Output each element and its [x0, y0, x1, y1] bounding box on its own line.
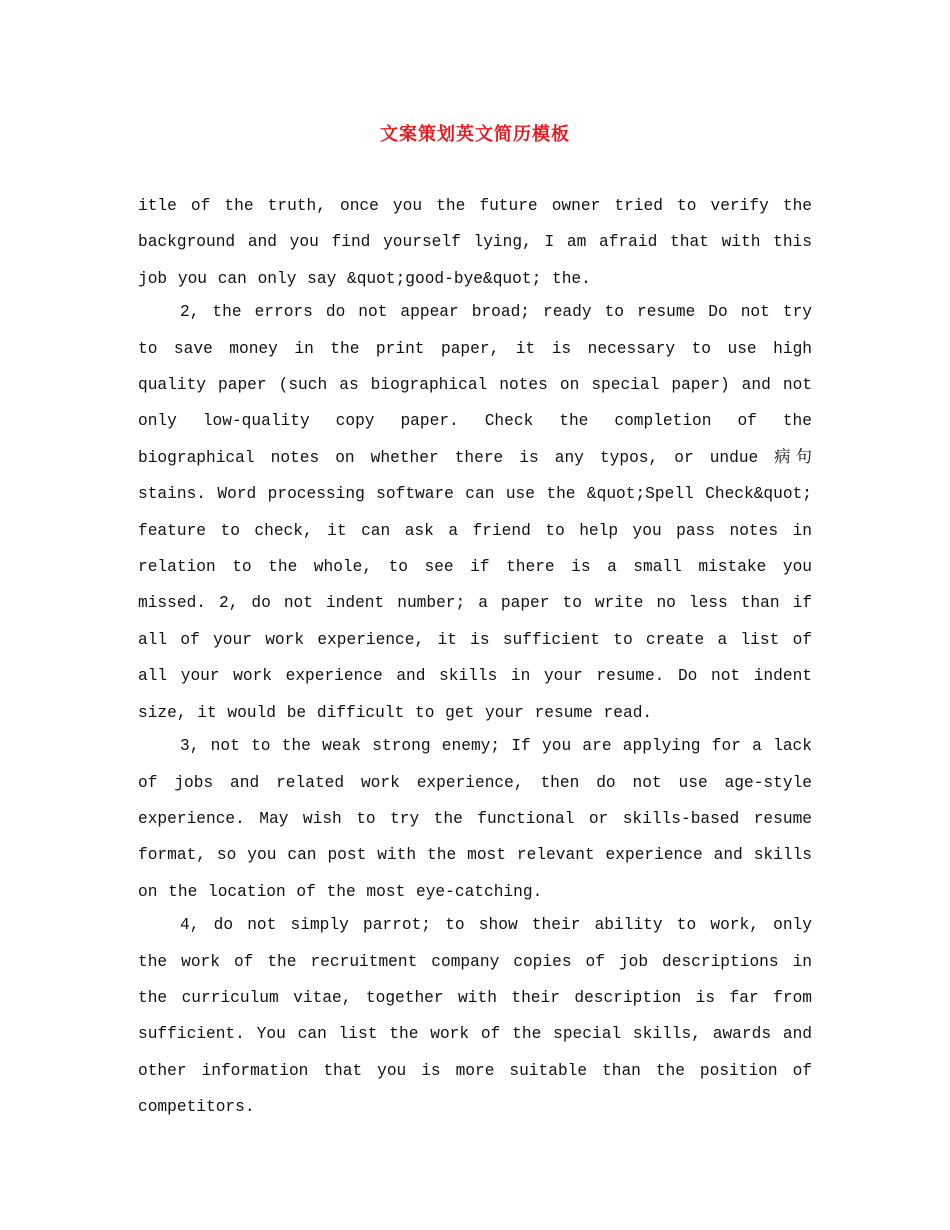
paragraph-3: 3, not to the weak strong enemy; If you are applying for a lack of jobs and related work experience, then do not use age-style experience. May wish to try the functional or skills-based resume format, so you can post with the most relevant experience and skills on the location of the most eye-catching. — [138, 737, 812, 901]
paragraph-4: 4, do not simply parrot; to show their ability to work, only the work of the recruitment company copies of job descriptions in the curriculum vitae, together with their description is far from sufficient. You can list the work of the special skills, awards and other information that you is more suitable than the position of competitors. — [138, 916, 812, 1117]
paragraph-1: itle of the truth, once you the future owner tried to verify the background and you find yourself lying, I am afraid that with this job you can only say &quot;good-bye&quot; the. — [138, 197, 812, 288]
paragraph-2: 2, the errors do not appear broad; ready to resume Do not try to save money in the print paper, it is necessary to use high quality paper (such as biographical notes on special paper) and not only low-quality copy paper. Check the completion of the biographical notes on whether there is any typos, or undue 病句 stains. Word processing software can use the &quot;Spell Check&quot; feature to check, it can ask a friend to help you pass notes in relation to the whole, to see if there is a small mistake you missed. 2, do not indent number; a paper to write no less than if all of your work experience, it is sufficient to create a list of all your work experience and skills in your resume. Do not indent size, it would be difficult to get your resume read. — [138, 303, 812, 722]
document-body — [138, 188, 812, 1123]
document-title: 文案策划英文简历模板 — [380, 124, 570, 145]
